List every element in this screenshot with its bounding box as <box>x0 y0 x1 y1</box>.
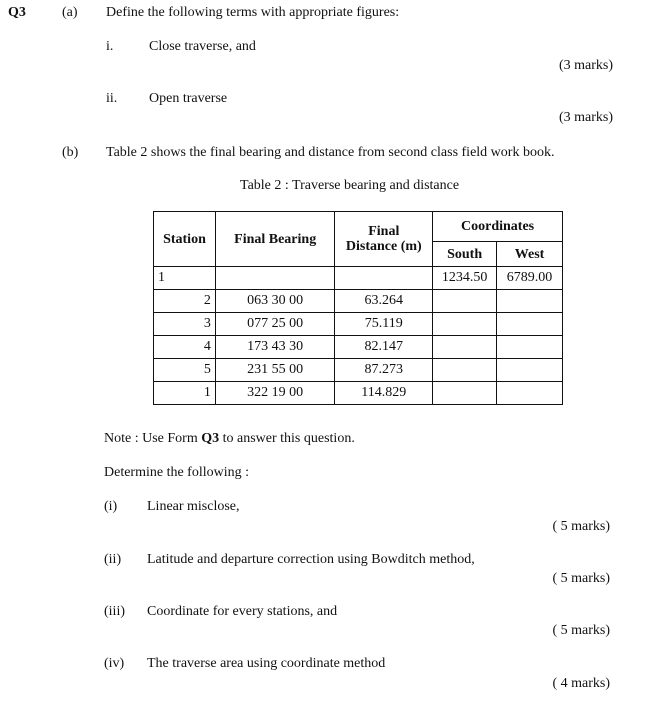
part-a-item-marks: (3 marks) <box>558 110 613 125</box>
part-b-item-marks: ( 5 marks) <box>552 571 610 586</box>
cell-south <box>433 290 497 313</box>
part-b-item-marks: ( 4 marks) <box>552 676 610 691</box>
note-form-ref: Q3 <box>201 431 220 446</box>
header-coordinates: Coordinates <box>433 212 563 242</box>
cell-station: 1 <box>154 382 216 405</box>
part-b-label: (b) <box>62 145 79 160</box>
cell-distance: 87.273 <box>335 359 433 382</box>
part-a-item-label: i. <box>106 39 114 54</box>
part-b-item-label: (iv) <box>104 656 125 671</box>
table-row <box>154 359 563 382</box>
cell-bearing: 231 55 00 <box>215 359 335 382</box>
cell-bearing: 077 25 00 <box>215 313 335 336</box>
table-row <box>154 267 563 290</box>
cell-station: 5 <box>154 359 216 382</box>
part-b-item-text: Linear misclose, <box>147 499 240 514</box>
cell-west <box>497 359 563 382</box>
part-a-instruction: Define the following terms with appropriate figures: <box>106 5 400 20</box>
part-b-item-text: Coordinate for every stations, and <box>147 604 338 619</box>
cell-south <box>433 336 497 359</box>
determine-heading: Determine the following : <box>104 465 250 480</box>
cell-south <box>433 382 497 405</box>
header-final-distance <box>335 212 433 267</box>
part-b-item-label: (iii) <box>104 604 125 619</box>
cell-station: 3 <box>154 313 216 336</box>
table-caption: Table 2 : Traverse bearing and distance <box>240 178 460 193</box>
question-number: Q3 <box>8 5 26 20</box>
cell-distance: 63.264 <box>335 290 433 313</box>
part-a-item-label: ii. <box>106 91 118 106</box>
part-b-intro: Table 2 shows the final bearing and distance from second class field work book. <box>106 145 555 160</box>
cell-south <box>433 359 497 382</box>
cell-west <box>497 336 563 359</box>
header-final-distance-line1: Final <box>368 224 400 239</box>
cell-station: 2 <box>154 290 216 313</box>
part-a-label: (a) <box>62 5 78 20</box>
header-south: South <box>433 242 497 267</box>
header-final-bearing: Final Bearing <box>215 212 335 267</box>
cell-bearing: 173 43 30 <box>215 336 335 359</box>
table-row <box>154 313 563 336</box>
part-b-item-text: The traverse area using coordinate method <box>147 656 386 671</box>
cell-station: 1 <box>154 267 216 290</box>
header-station: Station <box>154 212 216 267</box>
note-prefix: Note : Use Form <box>104 431 202 446</box>
note-suffix: to answer this question. <box>219 431 355 446</box>
cell-distance <box>335 267 433 290</box>
traverse-table <box>153 211 563 405</box>
part-a-item-marks: (3 marks) <box>558 58 613 73</box>
header-final-distance-line2: Distance (m) <box>345 239 422 254</box>
cell-south <box>433 313 497 336</box>
cell-distance: 114.829 <box>335 382 433 405</box>
part-b-item-label: (i) <box>104 499 118 514</box>
table-row <box>154 336 563 359</box>
cell-west <box>497 313 563 336</box>
table-row <box>154 382 563 405</box>
cell-west <box>497 382 563 405</box>
header-west: West <box>497 242 563 267</box>
part-b-item-marks: ( 5 marks) <box>552 623 610 638</box>
cell-bearing <box>215 267 335 290</box>
cell-station: 4 <box>154 336 216 359</box>
cell-south: 1234.50 <box>433 267 497 290</box>
cell-west <box>497 290 563 313</box>
part-b-item-marks: ( 5 marks) <box>552 519 610 534</box>
table-row <box>154 290 563 313</box>
cell-distance: 75.119 <box>335 313 433 336</box>
cell-bearing: 063 30 00 <box>215 290 335 313</box>
cell-west: 6789.00 <box>497 267 563 290</box>
part-b-item-text: Latitude and departure correction using Bowditch method, <box>147 552 475 567</box>
part-a-item-text: Close traverse, and <box>149 39 256 54</box>
cell-distance: 82.147 <box>335 336 433 359</box>
note <box>104 431 355 447</box>
part-a-item-text: Open traverse <box>149 91 228 106</box>
part-b-item-label: (ii) <box>104 552 122 567</box>
cell-bearing: 322 19 00 <box>215 382 335 405</box>
